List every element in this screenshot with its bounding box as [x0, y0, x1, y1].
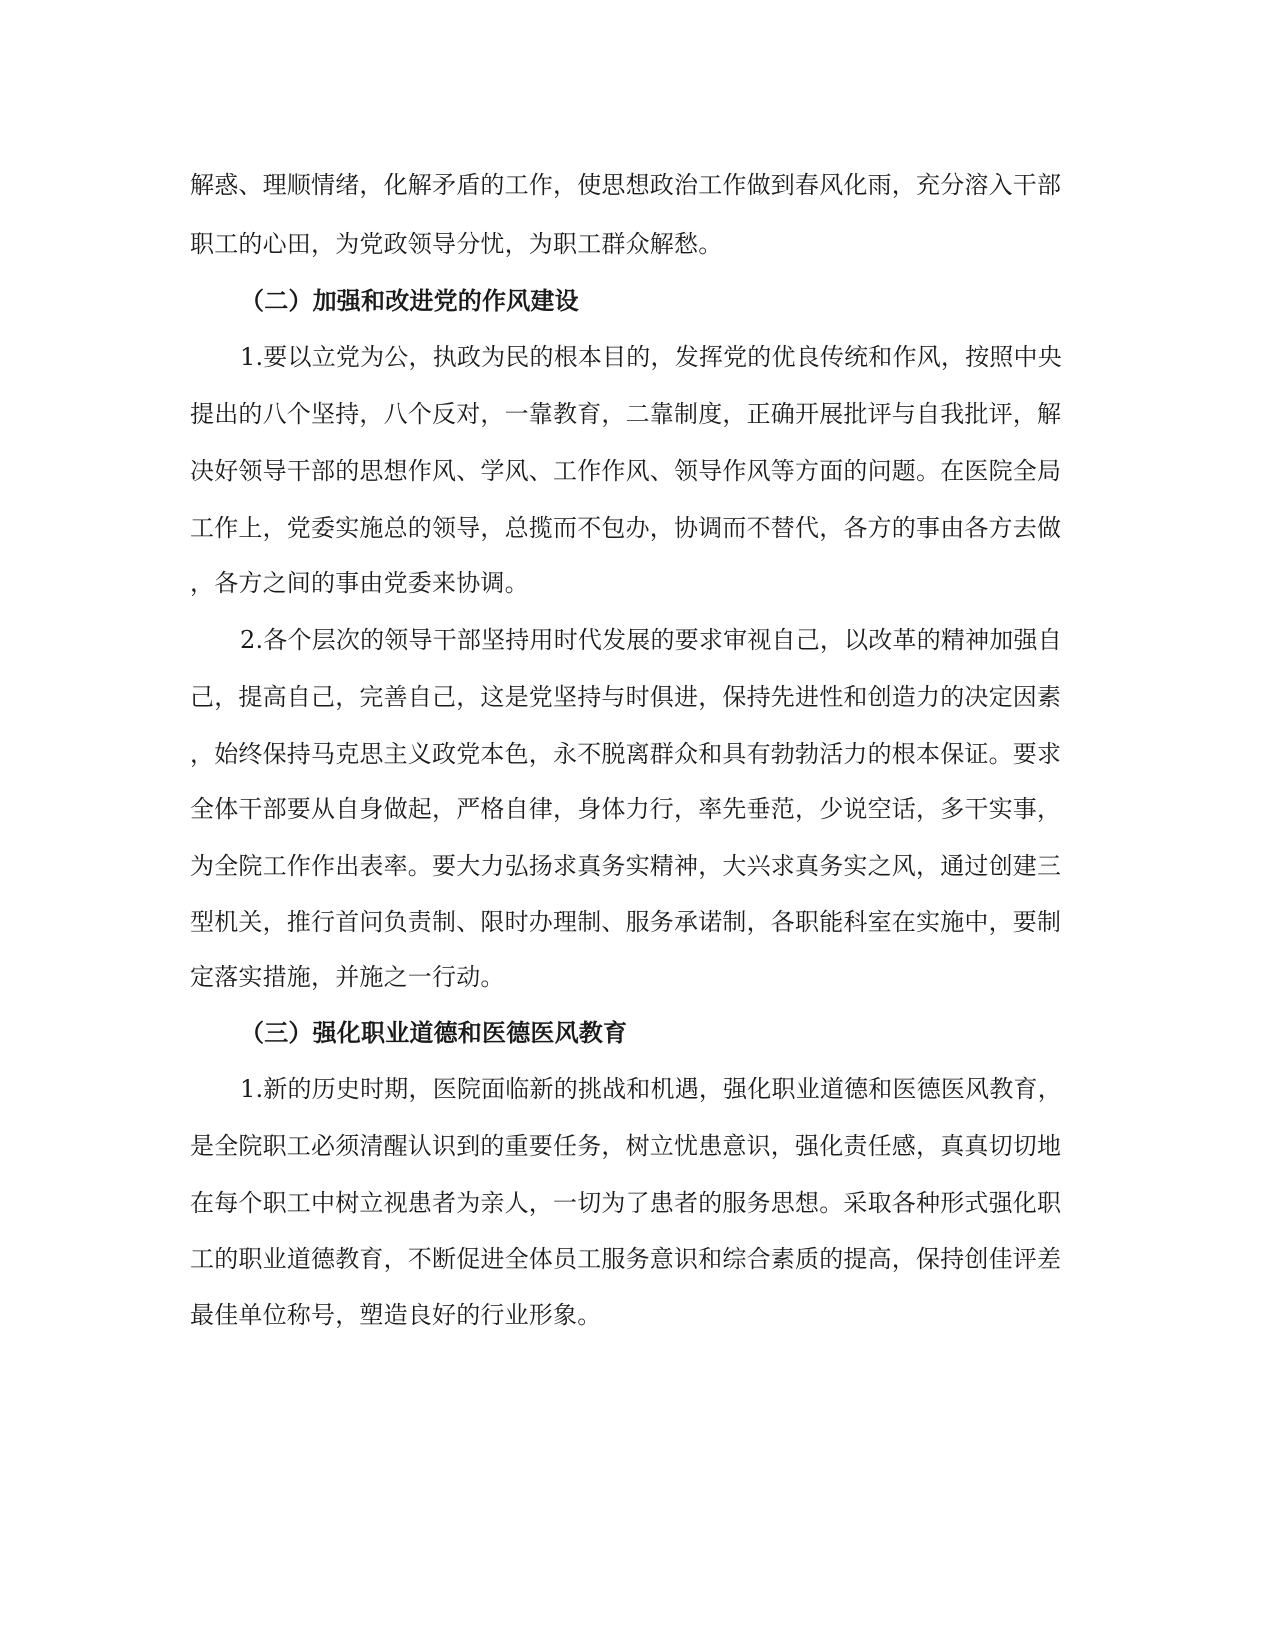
body-text-line: 解惑、理顺情绪，化解矛盾的工作，使思想政治工作做到春风化雨，充分溶入干部 [190, 171, 1062, 199]
section-heading-2: （二）加强和改进党的作风建设 [240, 287, 579, 315]
section-heading-3: （三）强化职业道德和医德医风教育 [240, 1019, 628, 1047]
body-text-line: 定落实措施，并施之一行动。 [190, 963, 505, 991]
body-text-line: 全体干部要从自身做起，严格自律，身体力行，率先垂范，少说空话，多干实事， [190, 795, 1062, 823]
body-text-line: 在每个职工中树立视患者为亲人，一切为了患者的服务思想。采取各种形式强化职 [190, 1189, 1062, 1217]
body-text-line: 型机关，推行首问负责制、限时办理制、服务承诺制，各职能科室在实施中，要制 [190, 908, 1062, 936]
body-text-line: 是全院职工必须清醒认识到的重要任务，树立忧患意识，强化责任感，真真切切地 [190, 1132, 1062, 1160]
body-text-line: 工作上，党委实施总的领导，总揽而不包办，协调而不替代，各方的事由各方去做 [190, 514, 1062, 542]
body-text-line: ，始终保持马克思主义政党本色，永不脱离群众和具有勃勃活力的根本保证。要求 [190, 740, 1062, 768]
body-text-line: 为全院工作作出表率。要大力弘扬求真务实精神，大兴求真务实之风，通过创建三 [190, 852, 1062, 880]
body-text-line: 己，提高自己，完善自己，这是党坚持与时俱进，保持先进性和创造力的决定因素 [190, 683, 1062, 711]
body-text-line: 提出的八个坚持，八个反对，一靠教育，二靠制度，正确开展批评与自我批评，解 [190, 400, 1062, 428]
body-text-line: 工的职业道德教育，不断促进全体员工服务意识和综合素质的提高，保持创佳评差 [190, 1245, 1062, 1273]
body-text-line: 职工的心田，为党政领导分忧，为职工群众解愁。 [190, 230, 723, 258]
body-text-line: 1.要以立党为公，执政为民的根本目的，发挥党的优良传统和作风，按照中央 [240, 343, 1062, 371]
body-text-line: 1.新的历史时期，医院面临新的挑战和机遇，强化职业道德和医德医风教育， [240, 1075, 1062, 1103]
body-text-line: ，各方之间的事由党委来协调。 [190, 569, 529, 597]
body-text-line: 2.各个层次的领导干部坚持用时代发展的要求审视自己，以改革的精神加强自 [240, 626, 1062, 654]
body-text-line: 最佳单位称号，塑造良好的行业形象。 [190, 1301, 602, 1329]
body-text-line: 决好领导干部的思想作风、学风、工作作风、领导作风等方面的问题。在医院全局 [190, 457, 1062, 485]
